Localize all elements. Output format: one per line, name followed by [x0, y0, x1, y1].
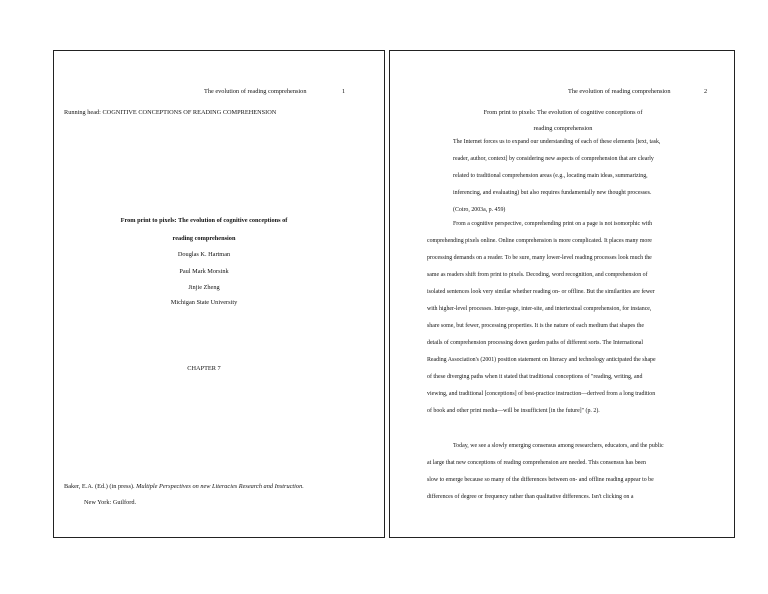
paragraph-line: same as readers shift from print to pixels. Decoding, word recognition, and comprehension of	[427, 272, 648, 278]
running-head: Running head: COGNITIVE CONCEPTIONS OF READING COMPREHENSION	[64, 109, 277, 116]
paragraph-line: with higher-level processes. Inter-page, inter-site, and intertextual comprehension, for instance,	[427, 306, 652, 312]
citation-publisher: New York: Guilford.	[84, 499, 137, 506]
paragraph-line: details of comprehension processing down garden paths of different sorts. The International	[427, 340, 644, 346]
page-number: 1	[342, 88, 346, 95]
quote-line: related to traditional comprehension areas (e.g., locating main ideas, summarizing,	[453, 173, 648, 179]
paragraph-line: comprehending pixels online. Online comprehension is more complicated. It places many more	[427, 238, 652, 244]
paper-title-line2: reading comprehension	[172, 235, 236, 242]
author-name: Douglas K. Hartman	[177, 251, 231, 258]
paragraph-line: From a cognitive perspective, comprehending print on a page is not isomorphic with	[453, 221, 653, 227]
quote-line: (Coiro, 2003a, p. 459)	[453, 207, 506, 213]
page-header: The evolution of reading comprehension	[568, 88, 671, 95]
quote-line: inferencing, and evaluating) but also requires fundamentally new thought processes.	[453, 190, 652, 196]
section-title-line2: reading comprehension	[533, 125, 593, 132]
affiliation: Michigan State University	[170, 299, 238, 306]
paragraph-line: of these diverging paths when it stated that traditional conceptions of "reading, writing, and	[427, 374, 643, 380]
chapter-label: CHAPTER 7	[187, 365, 221, 372]
paragraph-line: at large that new conceptions of reading comprehension are needed. This consensus has been	[427, 460, 646, 466]
citation-prefix: Baker, E.A. (Ed.) (in press).	[64, 483, 137, 490]
paragraph-line: isolated sentences look very similar whether reading on- or offline. But the similarities are fewer	[427, 289, 655, 295]
document-page-1	[53, 50, 385, 538]
document-page-2	[389, 50, 735, 538]
paragraph-line: share some, but fewer, processing properties. It is the nature of each medium that shapes the	[427, 323, 644, 329]
quote-line: reader, author, context] by considering new aspects of comprehension that are clearly	[453, 156, 654, 162]
paragraph-line: of book and other print media—will be insufficient [in the future]" (p. 2).	[427, 408, 600, 414]
page-header: The evolution of reading comprehension	[204, 88, 307, 95]
paragraph-line: slow to emerge because so many of the differences between on- and offline reading appear to be	[427, 477, 654, 483]
author-name: Paul Mark Morsink	[179, 268, 229, 275]
paragraph-line: differences of degree or frequency rather than qualitative differences. Isn't clicking on a	[427, 494, 634, 500]
paragraph-line: viewing, and traditional [conceptions] of best-practice instruction—derived from a long tradition	[427, 391, 656, 397]
paper-title-line1: From print to pixels: The evolution of cognitive conceptions of	[120, 217, 288, 224]
page-number: 2	[704, 88, 708, 95]
citation-title: Multiple Perspectives on new Literacies Research and Instruction.	[136, 483, 304, 490]
section-title-line1: From print to pixels: The evolution of cognitive conceptions of	[483, 109, 643, 116]
quote-line: The Internet forces us to expand our understanding of each of these elements [text, task,	[453, 139, 661, 145]
paragraph-line: Reading Association's (2001) position statement on literacy and technology anticipated the shape	[427, 357, 656, 363]
paragraph-line: Today, we see a slowly emerging consensus among researchers, educators, and the public	[453, 443, 664, 449]
author-name: Jinjie Zheng	[188, 284, 220, 291]
paragraph-line: processing demands on a reader. To be sure, many lower-level reading processes look much the	[427, 255, 652, 261]
citation	[64, 483, 304, 490]
